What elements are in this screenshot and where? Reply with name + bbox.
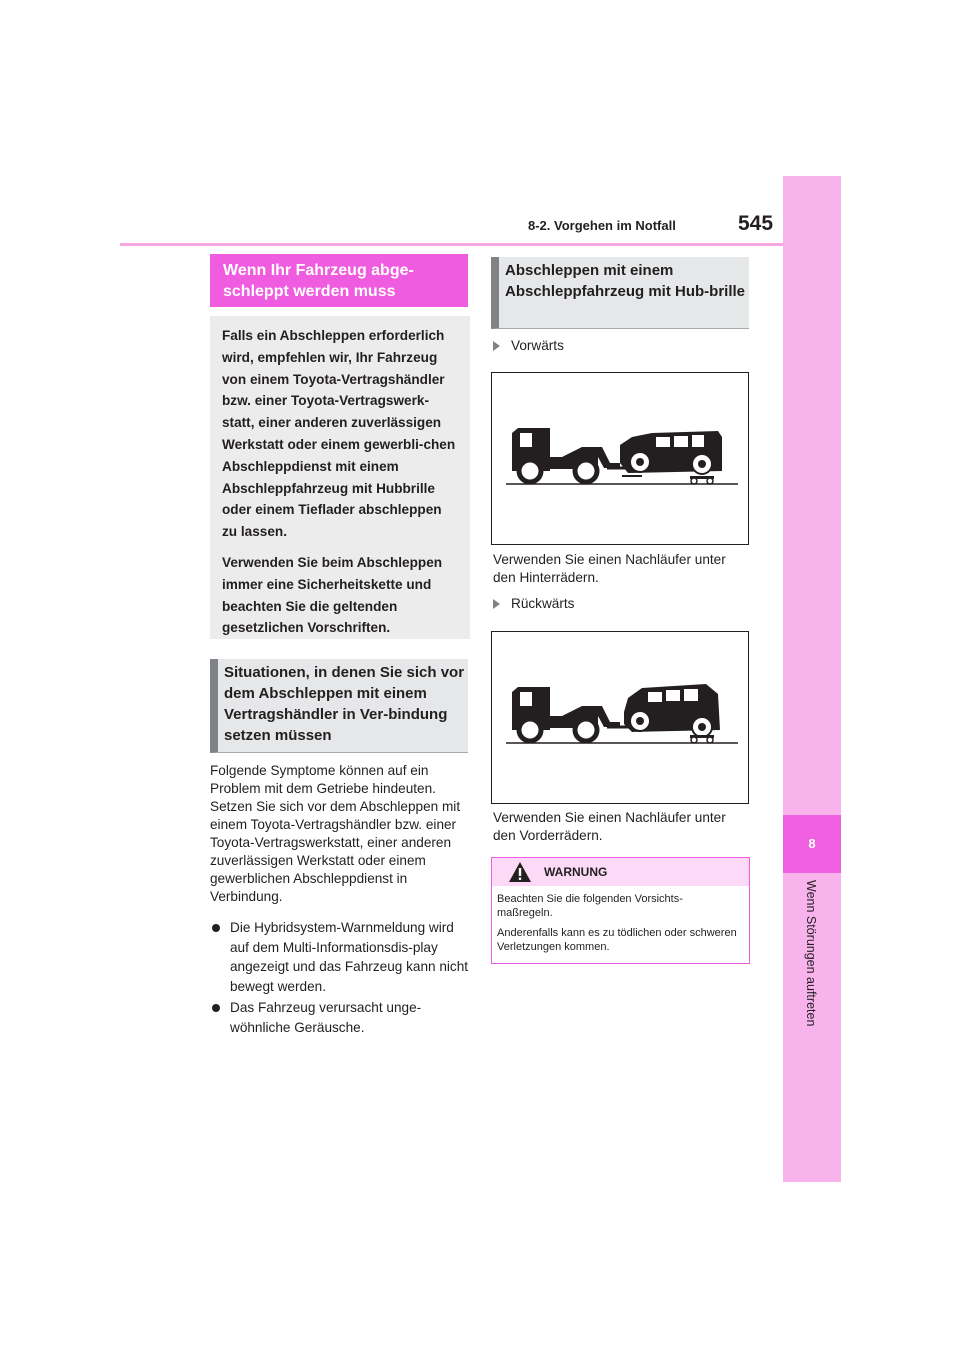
bullet-icon — [212, 924, 220, 932]
subheading-tow-truck: Abschleppen mit einem Abschleppfahrzeug mit Hub-brille — [491, 257, 749, 329]
info-paragraph: Verwenden Sie beim Abschleppen immer eine Sicherheitskette und beachten Sie die geltenden gesetzlichen Vorschriften. — [222, 554, 443, 636]
list-item-label: Vorwärts — [511, 338, 564, 353]
warning-header — [492, 858, 749, 886]
reverse-description: Verwenden Sie einen Nachläufer unter den Vorderrädern. — [493, 810, 726, 843]
page-number: 545 — [738, 212, 774, 235]
list-item-text: Das Fahrzeug verursacht unge-wöhnliche Geräusche. — [230, 1000, 422, 1035]
tow-truck-reverse-icon — [492, 632, 748, 803]
bullet-icon — [212, 1004, 220, 1012]
tow-forward-illustration — [491, 372, 749, 545]
warning-triangle-icon — [508, 861, 532, 883]
section-title-box — [210, 254, 468, 307]
section-title-line-1: Wenn Ihr Fahrzeug abge- — [223, 262, 414, 279]
list-item-label: Rückwärts — [511, 596, 575, 611]
chapter-number: 8 — [783, 815, 841, 873]
chapter-title — [801, 880, 821, 1163]
info-box — [210, 316, 470, 639]
triangle-bullet-icon — [493, 599, 500, 609]
warning-line: Beachten Sie die folgenden Vorsichts-maßregeln. — [497, 893, 683, 919]
forward-description: Verwenden Sie einen Nachläufer unter den Hinterrädern. — [493, 552, 726, 585]
warning-line: Anderenfalls kann es zu tödlichen oder schweren Verletzungen kommen. — [497, 927, 737, 953]
warning-box — [491, 857, 750, 964]
warning-title: WARNUNG — [544, 865, 608, 879]
section-title: 8-2. Vorgehen im Notfall — [528, 218, 676, 233]
header-rule — [120, 243, 783, 246]
tow-truck-forward-icon — [492, 373, 748, 544]
symptoms-paragraph: Folgende Symptome können auf ein Problem mit dem Getriebe hindeuten. Setzen Sie sich vor dem Abschleppen mit einem Toyota-Vertragshändler bzw. einer Toyota-Vertragswerkstatt, einer anderen zuverlässigen Werkstatt oder einem gewerblichen Abschleppdienst in Verbindung. — [210, 763, 461, 904]
section-title-line-2: schleppt werden muss — [223, 283, 396, 300]
list-item-text: Die Hybridsystem-Warnmeldung wird auf dem Multi-Informationsdis-play angezeigt und das Fahrzeug kann nicht bewegt werden. — [230, 920, 469, 994]
triangle-bullet-icon — [493, 341, 500, 351]
subheading-dealer-contact: Situationen, in denen Sie sich vor dem Abschleppen mit einem Vertragshändler in Ver-bindung setzen müssen — [210, 659, 468, 753]
info-paragraph: Falls ein Abschleppen erforderlich wird, empfehlen wir, Ihr Fahrzeug von einem Toyota-Vertragshändler bzw. einer Toyota-Vertragswerk-statt, einer anderen zuverlässigen Werkstatt oder einem gewerbli-chen Abschleppdienst mit einem Abschleppfahrzeug mit Hubbrille oder einem Tieflader abschleppen zu lassen. — [222, 328, 456, 540]
warning-body — [497, 892, 737, 960]
tow-reverse-illustration — [491, 631, 749, 804]
chapter-title-text: Wenn Störungen auftreten — [804, 880, 818, 1027]
